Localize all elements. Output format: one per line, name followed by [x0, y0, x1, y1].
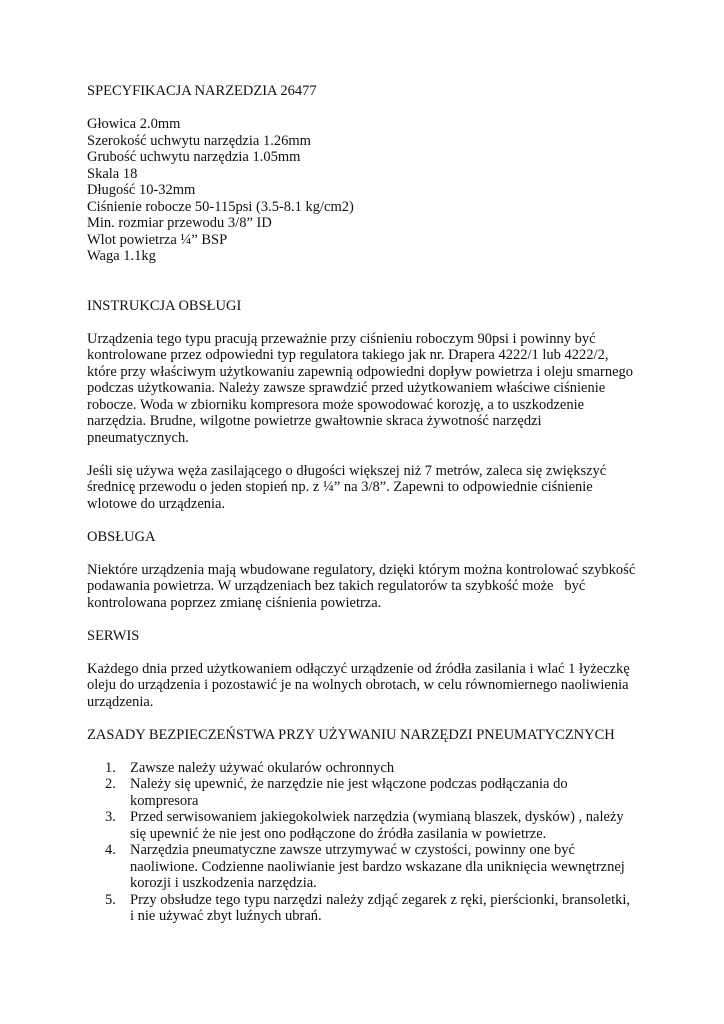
- document-page: [87, 83, 647, 925]
- text-line: robocze. Woda w zbiorniku kompresora może spowodować korozję, a to uszkodzenie: [87, 396, 585, 413]
- spec-item: Wlot powietrza ¼” BSP: [87, 231, 228, 248]
- list-item-number: 5.: [105, 891, 116, 908]
- spec-title: SPECYFIKACJA NARZEDZIA 26477: [87, 83, 317, 99]
- spec-item: Skala 18: [87, 165, 138, 182]
- text-line: Każdego dnia przed użytkowaniem odłączyć urządzenie od źródła zasilania i wlać 1 łyżeczkę: [87, 660, 630, 677]
- text-line: podczas użytkowania. Należy zawsze sprawdzić przed użytkowaniem właściwe ciśnienie: [87, 380, 606, 396]
- list-item-number: 4.: [105, 842, 116, 858]
- text-line: Jeśli się używa węża zasilającego o długości większej niż 7 metrów, zaleca się zwiększyć: [87, 462, 607, 479]
- list-item-number: 1.: [105, 759, 116, 776]
- spec-item: Grubość uchwytu narzędzia 1.05mm: [87, 149, 301, 165]
- text-line: pneumatycznych.: [87, 429, 189, 446]
- text-line: Niektóre urządzenia mają wbudowane regulatory, dzięki którym można kontrolować szybkość: [87, 561, 636, 578]
- text-line: narzędzia. Brudne, wilgotne powietrze gwałtownie skraca żywotność narzędzi: [87, 413, 542, 429]
- text-line: kontrolowana poprzez zmianę ciśnienia powietrza.: [87, 594, 382, 611]
- list-item-number: 3.: [105, 809, 116, 825]
- text-line: urządzenia.: [87, 693, 154, 710]
- spec-item: Min. rozmiar przewodu 3/8” ID: [87, 215, 272, 231]
- safety-list: [87, 760, 647, 925]
- text-line: korozji i uszkodzenia narzędzia.: [130, 875, 317, 891]
- instructions-paragraph-2: [87, 463, 647, 513]
- text-line: podawania powietrza. W urządzeniach bez takich regulatorów ta szybkość może być: [87, 578, 586, 594]
- safety-title: ZASADY BEZPIECZEŃSTWA PRZY UŻYWANIU NARZĘDZI PNEUMATYCZNYCH: [87, 726, 615, 743]
- spec-item: Ciśnienie robocze 50-115psi (3.5-8.1 kg/cm2): [87, 198, 354, 215]
- text-line: Przed serwisowaniem jakiegokolwiek narzędzia (wymianą blaszek, dysków) , należy: [130, 809, 624, 825]
- list-item: [87, 809, 647, 842]
- operation-paragraph: [87, 562, 647, 612]
- text-line: które przy właściwym użytkowaniu zapewnią odpowiedni dopływ powietrza i oleju smarnego: [87, 363, 634, 380]
- operation-title: OBSŁUGA: [87, 528, 156, 545]
- text-line: Przy obsłudze tego typu narzędzi należy zdjąć zegarek z ręki, pierścionki, bransoletki,: [130, 891, 631, 908]
- list-item: [87, 760, 647, 777]
- service-title: SERWIS: [87, 627, 140, 644]
- text-line: średnicę przewodu o jeden stopień np. z ¼” na 3/8”. Zapewni to odpowiednie ciśnienie: [87, 479, 593, 495]
- text-line: Należy się upewnić, że narzędzie nie jest włączone podczas podłączania do: [130, 776, 568, 792]
- text-line: kontrolowane przez odpowiedni typ regulatora takiego jak nr. Drapera 4222/1 lub 4222/2,: [87, 347, 609, 363]
- spec-item: Głowica 2.0mm: [87, 116, 181, 132]
- spec-item: Waga 1.1kg: [87, 248, 156, 264]
- text-line: się upewnić że nie jest ono podłączone do źródła zasilania w powietrze.: [130, 825, 547, 842]
- spec-list: [87, 116, 647, 265]
- spec-item: Długość 10-32mm: [87, 182, 196, 198]
- list-item: [87, 892, 647, 925]
- text-line: i nie używać zbyt luźnych ubrań.: [130, 908, 322, 924]
- list-item-number: 2.: [105, 776, 116, 792]
- instructions-paragraph-1: [87, 331, 647, 447]
- instructions-title: INSTRUKCJA OBSŁUGI: [87, 297, 242, 314]
- spec-item: Szerokość uchwytu narzędzia 1.26mm: [87, 132, 311, 149]
- text-line: oleju do urządzenia i pozostawić je na wolnych obrotach, w celu równomiernego naoliwienia: [87, 677, 629, 693]
- list-item: [87, 776, 647, 809]
- text-line: wlotowe do urządzenia.: [87, 495, 226, 512]
- text-line: Narzędzia pneumatyczne zawsze utrzymywać w czystości, powinny one być: [130, 842, 575, 858]
- list-item: [87, 842, 647, 892]
- service-paragraph: [87, 661, 647, 711]
- text-line: kompresora: [130, 792, 199, 809]
- text-line: Zawsze należy używać okularów ochronnych: [130, 759, 395, 776]
- text-line: Urządzenia tego typu pracują przeważnie przy ciśnieniu roboczym 90psi i powinny być: [87, 330, 596, 347]
- text-line: naoliwione. Codzienne naoliwianie jest bardzo wskazane dla uniknięcia wewnętrznej: [130, 858, 625, 875]
